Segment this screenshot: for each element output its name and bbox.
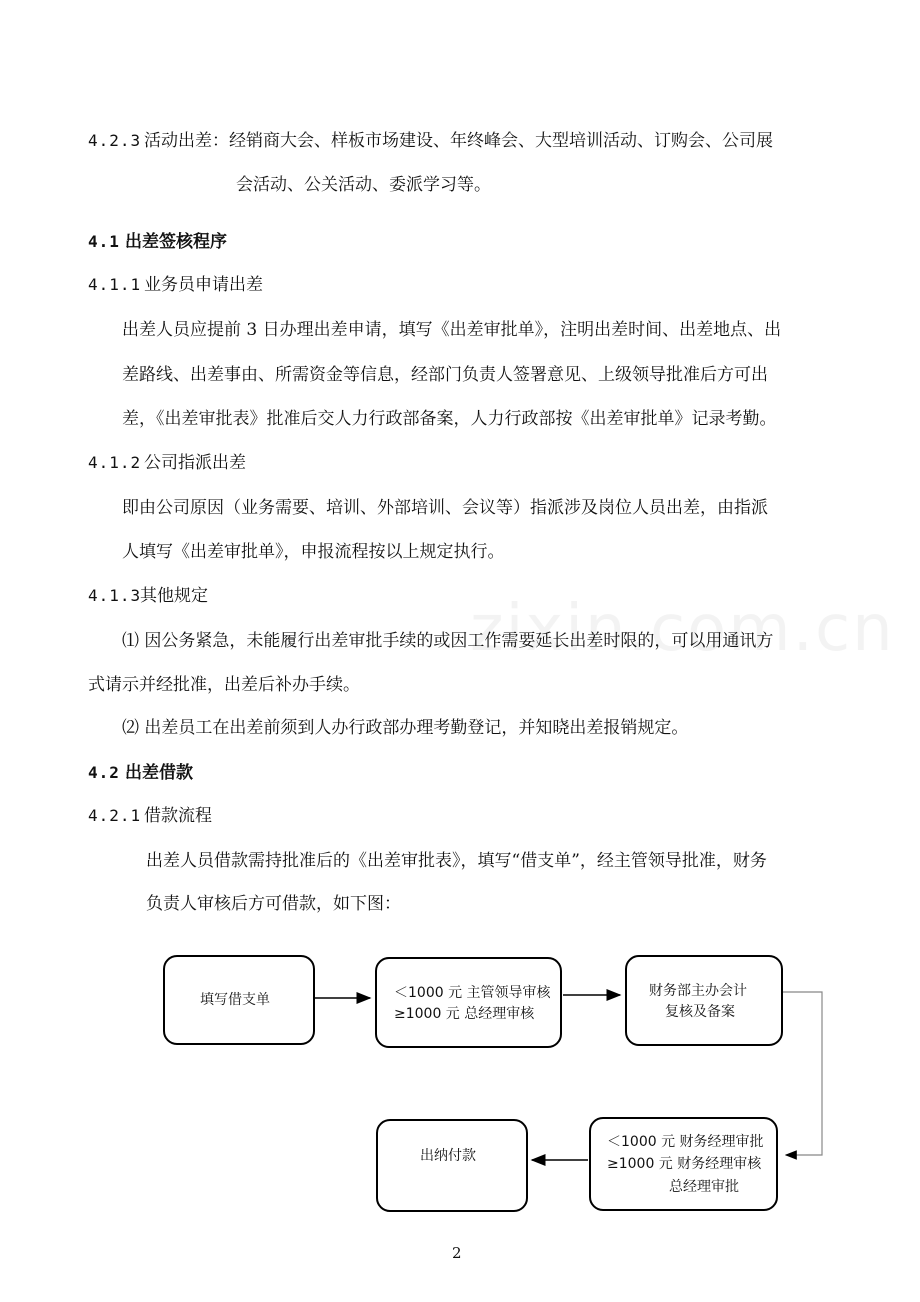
section-number: 4.2.3 [88, 131, 142, 150]
section-number: 4.2.1 [88, 806, 142, 825]
paragraph-line: 即由公司原因（业务需要、培训、外部培训、会议等）指派涉及岗位人员出差，由指派 [122, 498, 768, 518]
flow-box-finance-accountant [625, 955, 783, 1046]
paragraph-line: 式请示并经批准，出差后补办手续。 [88, 675, 360, 695]
paragraph-line: ⑵ 出差员工在出差前须到人办行政部办理考勤登记，并知晓出差报销规定。 [122, 718, 689, 738]
paragraph-line: 差路线、出差事由、所需资金等信息，经部门负责人签署意见、上级领导批准后方可出 [122, 365, 768, 385]
flow-box-label: ＜1000 元 财务经理审批 [607, 1134, 764, 1150]
flow-box-supervisor-review [375, 957, 562, 1048]
flow-box-label: ＜1000 元 主管领导审核 [394, 985, 551, 1001]
paragraph-line: 出差人员借款需持批准后的《出差审批表》，填写“借支单”，经主管领导批准，财务 [146, 851, 767, 871]
section-number: 4.1.2 [88, 453, 142, 472]
paragraph-line: 活动出差：经销商大会、样板市场建设、年终峰会、大型培训活动、订购会、公司展 [144, 131, 773, 151]
flow-box-label: ≥1000 元 财务经理审核 [607, 1156, 762, 1172]
section-heading: 出差签核程序 [125, 232, 227, 252]
section-number: 4.2 [88, 763, 120, 782]
flow-box-label: 复核及备案 [665, 1004, 735, 1020]
flow-box-fill-loan-form [163, 955, 315, 1045]
connector-box3-to-box4 [782, 992, 822, 1155]
section-heading: 出差借款 [125, 763, 193, 783]
flow-box-label: 财务部主办会计 [649, 983, 747, 999]
subsection-heading: 业务员申请出差 [144, 275, 263, 295]
subsection-heading: 其他规定 [140, 586, 208, 606]
paragraph-line: ⑴ 因公务紧急，未能履行出差审批手续的或因工作需要延长出差时限的，可以用通讯方 [122, 631, 774, 651]
flow-box-label: ≥1000 元 总经理审核 [394, 1006, 535, 1022]
section-number: 4.1.3 [88, 586, 142, 605]
section-number: 4.1 [88, 232, 120, 251]
paragraph-line: 负责人审核后方可借款，如下图： [146, 894, 401, 914]
paragraph-line: 差，《出差审批表》批准后交人力行政部备案，人力行政部按《出差审批单》记录考勤。 [122, 409, 777, 429]
subsection-heading: 公司指派出差 [144, 453, 246, 473]
flow-box-label: 出纳付款 [420, 1148, 476, 1164]
paragraph-line: 会活动、公关活动、委派学习等。 [236, 175, 491, 195]
paragraph-line: 出差人员应提前 3 日办理出差申请，填写《出差审批单》，注明出差时间、出差地点、出 [122, 320, 782, 340]
page-number: 2 [452, 1244, 462, 1262]
flow-box-finance-manager [589, 1117, 778, 1211]
paragraph-line: 人填写《出差审批单》，申报流程按以上规定执行。 [122, 542, 505, 562]
flow-box-cashier-payment [376, 1119, 528, 1212]
flow-box-label: 填写借支单 [200, 992, 270, 1008]
flow-box-label: 总经理审批 [669, 1179, 739, 1195]
section-number: 4.1.1 [88, 275, 142, 294]
subsection-heading: 借款流程 [144, 806, 212, 826]
